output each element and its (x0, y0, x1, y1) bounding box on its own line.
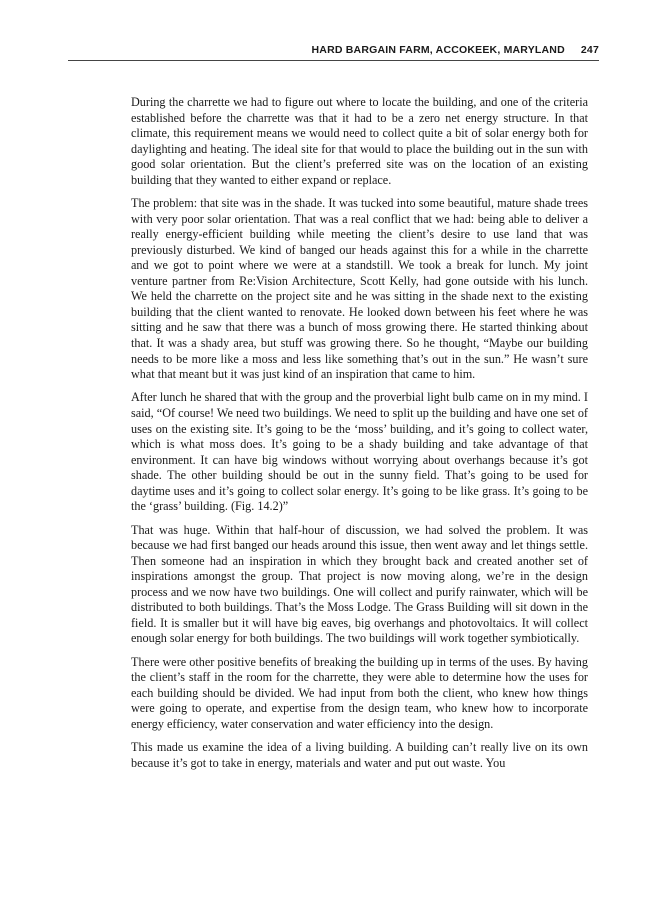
header-rule (68, 60, 599, 61)
paragraph-2: The problem: that site was in the shade. It was tucked into some beautiful, mature shade trees with very poor solar orientation. That was a real conflict that we had: being able to deliver a really energy-efficient building while meeting the client’s desire to use land that was previously disturbed. We kind of banged our heads against this for a while in the charrette and we got to point where we were at a standstill. We took a break for lunch. My joint venture partner from Re:Vision Architecture, Scott Kelly, had gone outside with his lunch. We held the charrette on the project site and he was sitting in the shade next to the existing building that the client wanted to renovate. He looked down between his feet where he was sitting and he saw that there was a bunch of moss growing there. He started thinking about that. It was a shady area, but stuff was growing there. So he thought, “Maybe our building needs to be more like a moss and less like something that’s out in the sun.” He wasn’t sure what that meant but it was just kind of an inspiration that came to him. (131, 196, 588, 382)
paragraph-5: There were other positive benefits of breaking the building up in terms of the uses. By having the client’s staff in the room for the charrette, they were able to determine how the uses for each building should be divided. We had input from both the client, who knew how things were going to operate, and expertise from the design team, who knew how to incorporate energy efficiency, water conservation and water efficiency into the design. (131, 654, 588, 731)
running-header (68, 44, 599, 60)
body-text (131, 95, 588, 779)
paragraph-3: After lunch he shared that with the group and the proverbial light bulb came on in my mind. I said, “Of course! We need two buildings. We need to split up the building and have one set of uses on the existing site. It’s going to be the ‘moss’ building, and it’s going to collect water, which is what moss does. It’s going to be a shady building and take advantage of that environment. It can have big windows without worrying about overhangs because it’s got shade. The other building should be out in the sunny field. That’s going to be used for daytime uses and it’s going to collect solar energy. It’s going to be like grass. It’s going to be the ‘grass’ building. (Fig. 14.2)” (131, 390, 588, 514)
paragraph-1: During the charrette we had to figure out where to locate the building, and one of the criteria established before the charrette was that it had to be a zero net energy structure. In that climate, this requirement means we would need to collect quite a bit of solar energy both for daylighting and heating. The ideal site for that would to place the building out in the sun with good solar orientation. But the client’s preferred site was on the location of an existing building that they wanted to either expand or replace. (131, 95, 588, 187)
page-number: 247 (580, 44, 599, 56)
paragraph-4: That was huge. Within that half-hour of discussion, we had solved the problem. It was because we had first banged our heads around this issue, then went away and let things settle. Then someone had an inspiration in which they brought back and created another set of inspirations amongst the group. That project is now moving along, we’re in the design process and we now have two buildings. One will collect and purify rainwater, which will be distributed to both buildings. That’s the Moss Lodge. The Grass Building will sit down in the field. It is smaller but it will have big eaves, big overhangs and photovoltaics. It will collect enough solar energy for both buildings. The two buildings will work together symbiotically. (131, 522, 588, 646)
running-title: HARD BARGAIN FARM, ACCOKEEK, MARYLAND (311, 44, 565, 56)
paragraph-6: This made us examine the idea of a living building. A building can’t really live on its own because it’s got to take in energy, materials and water and put out waste. You (131, 740, 588, 770)
